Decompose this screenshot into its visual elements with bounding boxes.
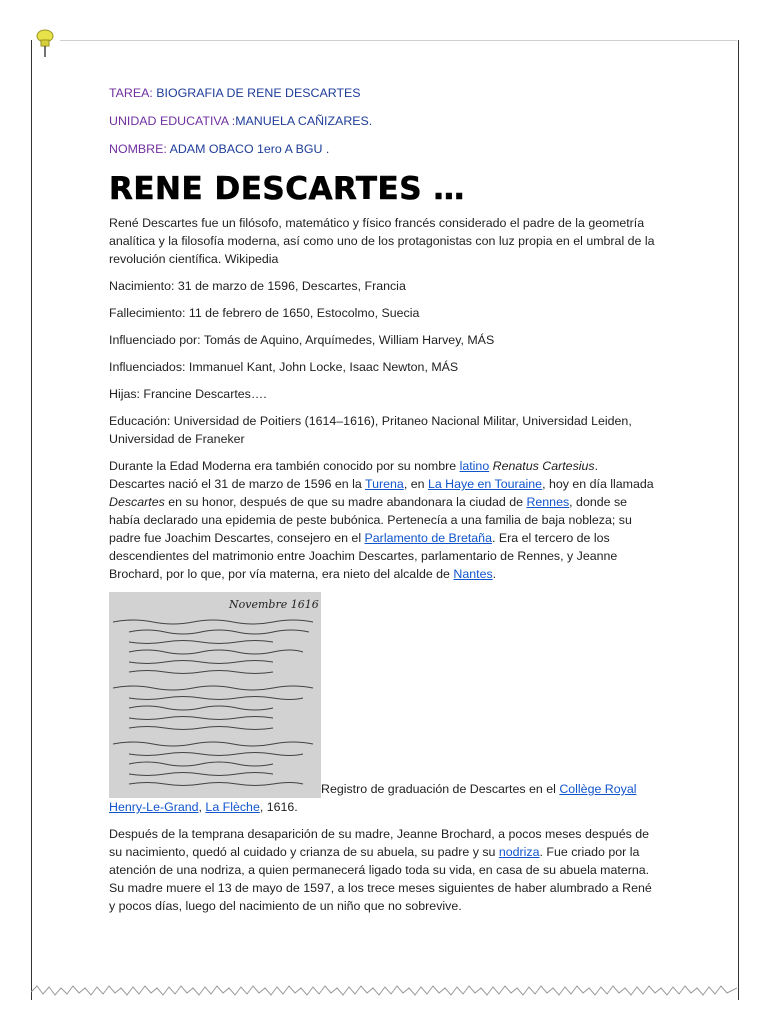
link-la-fleche[interactable]: La Flèche [205, 800, 260, 814]
intro-paragraph: René Descartes fue un filósofo, matemático y físico francés considerado el padre de la geometría analítica y la filosofía moderna, así como uno de los protagonistas con luz propia en el umbral de la revolución científica. Wikipedia [109, 216, 655, 266]
link-la-haye[interactable]: La Haye en Touraine [427, 477, 543, 491]
manuscript-image [109, 592, 321, 798]
fact-education: Educación: Universidad de Poitiers (1614–1616), Pritaneo Nacional Militar, Universidad Leiden, Universidad de Franeker [109, 414, 632, 446]
pushpin-icon [33, 28, 57, 58]
meta-unidad: UNIDAD EDUCATIVA :MANUELA CAÑIZARES. [109, 114, 373, 128]
page-top-edge [60, 40, 737, 41]
link-parlamento[interactable]: Parlamento de Bretaña [364, 531, 492, 545]
torn-page-edge [31, 982, 737, 1002]
svg-text:Novembre 1616: Novembre 1616 [229, 598, 319, 611]
meta-nombre: NOMBRE: ADAM OBACO 1ero A BGU . [109, 142, 330, 156]
fact-influenced: Influenciados: Immanuel Kant, John Locke, Isaac Newton, MÁS [109, 360, 459, 374]
link-nodriza[interactable]: nodriza [498, 845, 540, 859]
link-rennes[interactable]: Rennes [526, 495, 570, 509]
biography-paragraph: Durante la Edad Moderna era también conocido por su nombre latino Renatus Cartesius. Descartes nació el 31 de marzo de 1596 en la Turena, en La Haye en Touraine, hoy en día llamada Descartes en su honor, después de que su madre abandonara la ciudad de Rennes, donde se había declarado una epidemia de peste bubónica. Pertenecía a una familia de baja nobleza; su padre fue Joachim Descartes, consejero en el Parlamento de Bretaña. Era el tercero de los descendientes del matrimonio entre Joachim Descartes, parlamentario de Rennes, y Jeanne Brochard, por lo que, por vía materna, era nieto del alcalde de Nantes. [109, 459, 654, 581]
fact-birth: Nacimiento: 31 de marzo de 1596, Descartes, Francia [109, 279, 406, 293]
link-turena[interactable]: Turena [365, 477, 404, 491]
fact-influenced-by: Influenciado por: Tomás de Aquino, Arquímedes, William Harvey, MÁS [109, 333, 495, 347]
document-body [109, 84, 657, 924]
meta-tarea: TAREA: BIOGRAFIA DE RENE DESCARTES [109, 86, 361, 100]
link-college-royal[interactable]: Collège Royal Henry-Le-Grand [109, 782, 637, 814]
childhood-paragraph: Después de la temprana desaparición de su madre, Jeanne Brochard, a pocos meses después de su nacimiento, quedó al cuidado y crianza de su abuela, su padre y su nodriza. Fue criado por la atención de una nodriza, a quien permanecerá ligado toda su vida, en casa de su abuela materna. Su madre muere el 13 de mayo de 1597, a los trece meses siguientes de haber alumbrado a René y pocos días, luego del nacimiento de un niño que no sobrevive. [109, 827, 652, 913]
link-nantes[interactable]: Nantes [453, 567, 493, 581]
link-latino[interactable]: latino [459, 459, 490, 473]
page-title: RENE DESCARTES … [109, 171, 465, 207]
figure-paragraph: Novembre 1616 Registro de graduación de Descartes en el Collège Royal Henry-Le-Grand, La Flèche, 1616. [109, 592, 657, 816]
fact-children: Hijas: Francine Descartes…. [109, 387, 267, 401]
fact-death: Fallecimiento: 11 de febrero de 1650, Estocolmo, Suecia [109, 306, 420, 320]
